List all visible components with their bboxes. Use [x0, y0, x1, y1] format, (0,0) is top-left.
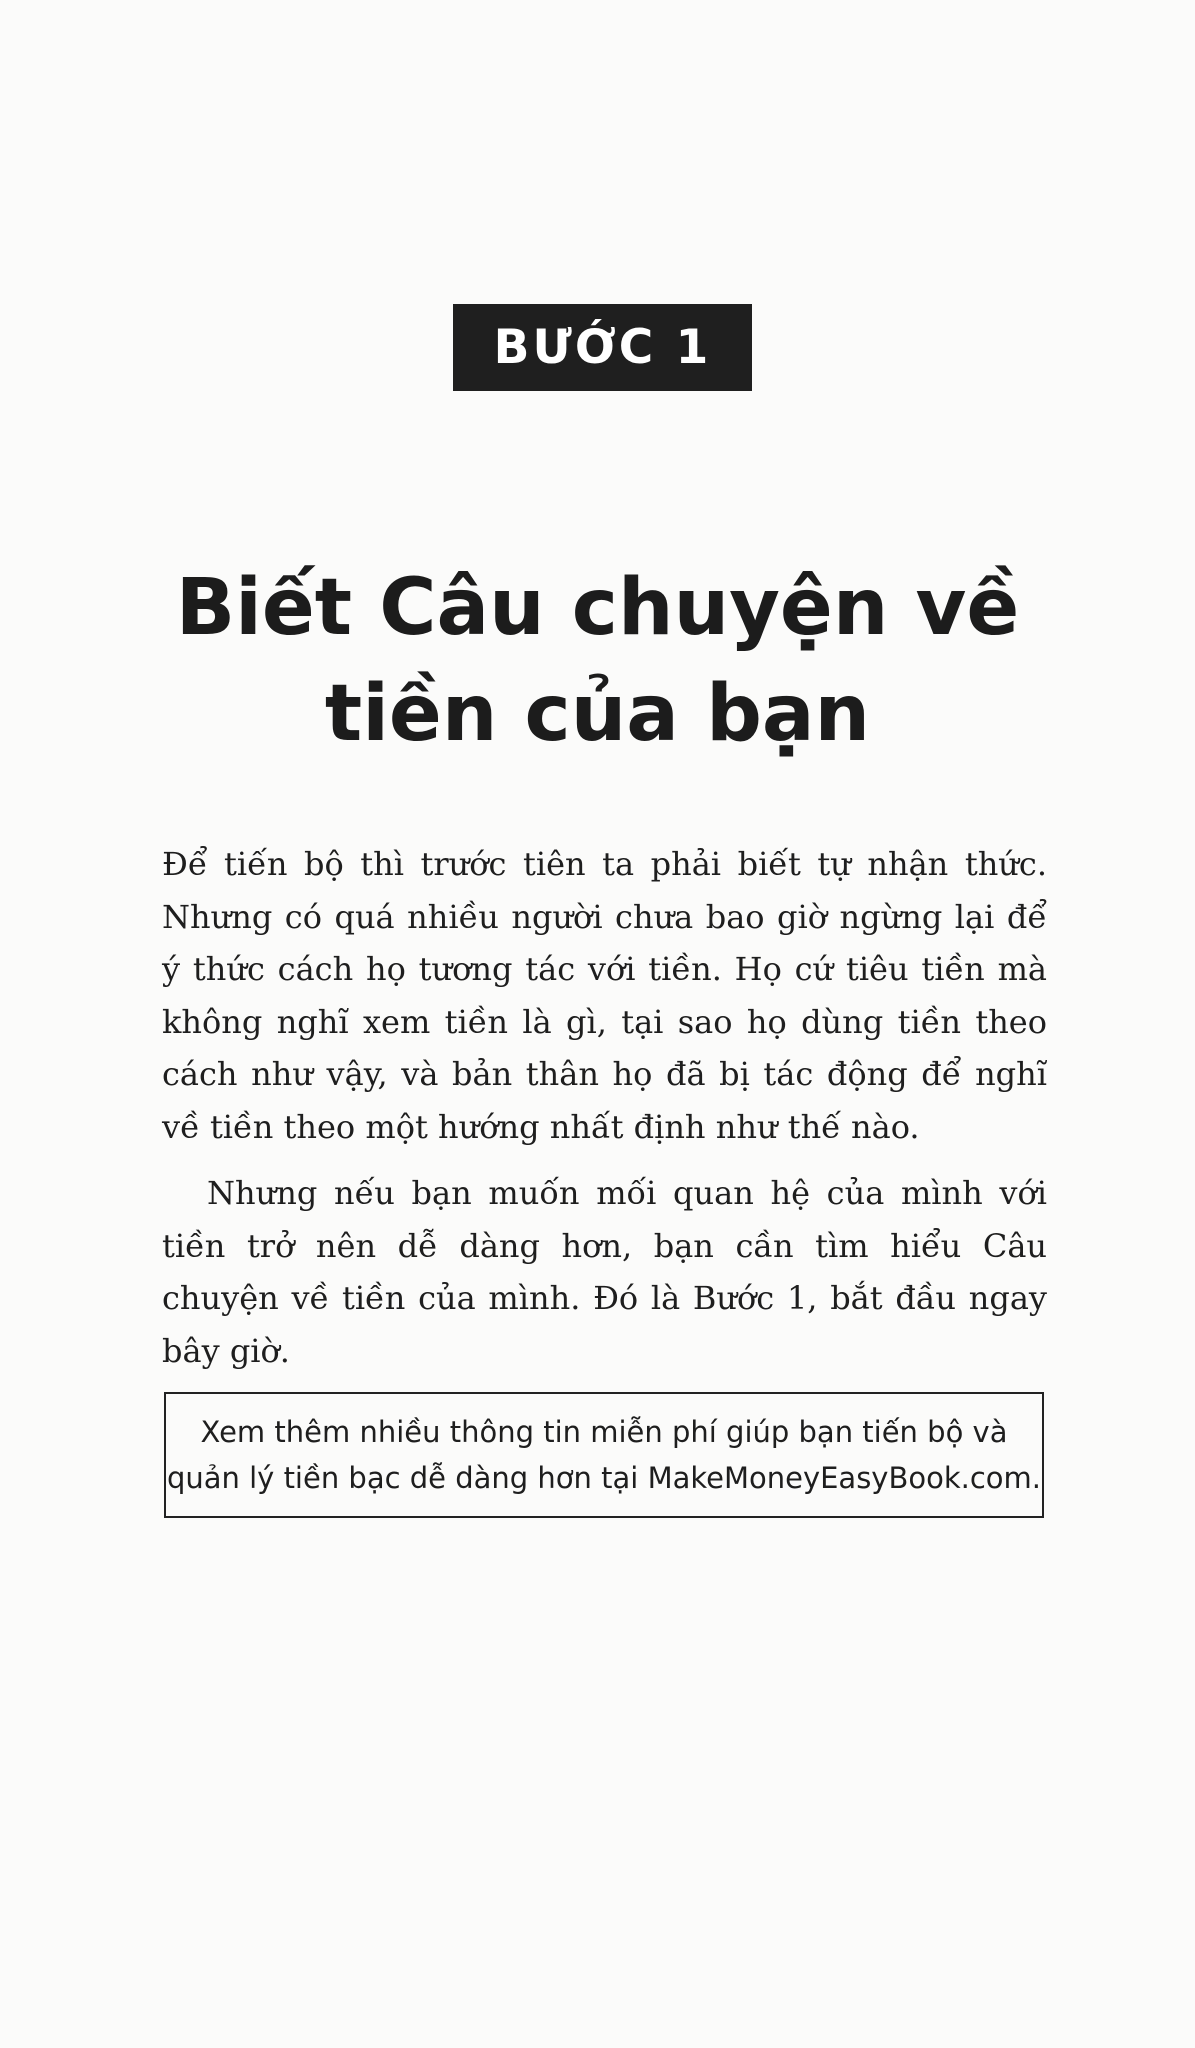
body-text	[162, 838, 1047, 1377]
website-note-box	[164, 1392, 1044, 1518]
chapter-title-line-2: tiền của bạn	[324, 669, 871, 759]
body-paragraph-2: Nhưng nếu bạn muốn mối quan hệ của mình với tiền trở nên dễ dàng hơn, bạn cần tìm hiểu Câu chuyện về tiền của mình. Đó là Bước 1, bắt đầu ngay bây giờ.	[162, 1174, 1047, 1370]
chapter-title	[150, 555, 1045, 767]
body-paragraph-1: Để tiến bộ thì trước tiên ta phải biết tự nhận thức. Nhưng có quá nhiều người chưa bao giờ ngừng lại để ý thức cách họ tương tác với tiền. Họ cứ tiêu tiền mà không nghĩ xem tiền là gì, tại sao họ dùng tiền theo cách như vậy, và bản thân họ đã bị tác động để nghĩ về tiền theo một hướng nhất định như thế nào.	[162, 845, 1047, 1146]
note-line-1: Xem thêm nhiều thông tin miễn phí giúp bạn tiến bộ và	[200, 1415, 1008, 1449]
step-label: BƯỚC 1	[493, 320, 712, 375]
step-badge	[453, 304, 752, 391]
chapter-title-line-1: Biết Câu chuyện về	[175, 563, 1020, 653]
note-line-2: quản lý tiền bạc dễ dàng hơn tại MakeMoneyEasyBook.com.	[166, 1461, 1042, 1495]
